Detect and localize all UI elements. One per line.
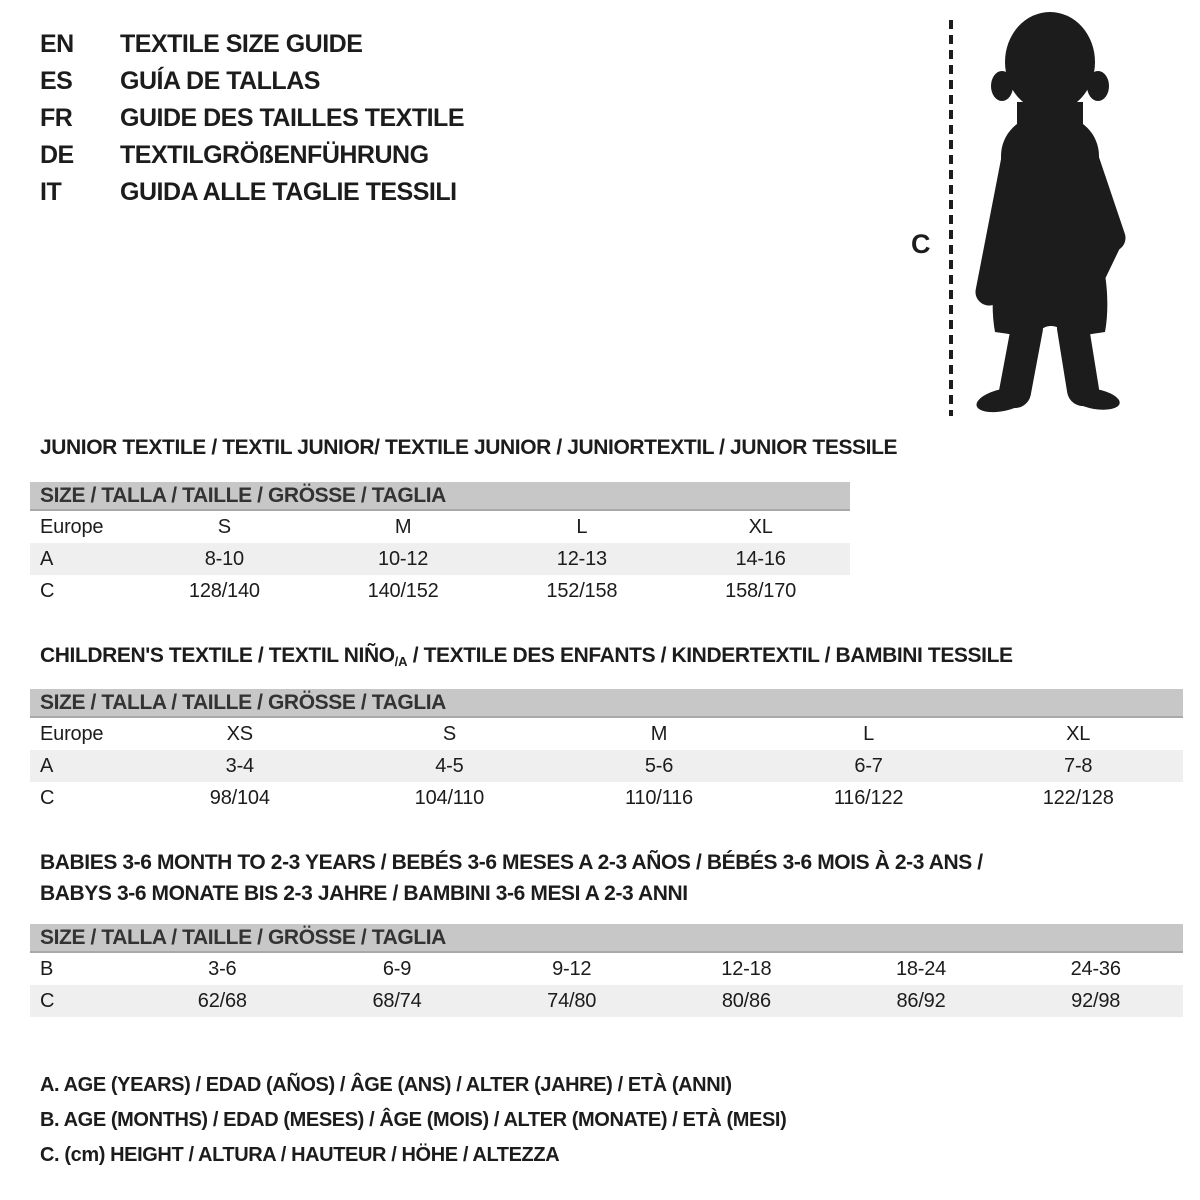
row-label: Europe [40, 515, 104, 538]
junior-size-table [30, 482, 850, 607]
babies-height-row [30, 985, 1183, 1017]
col-header: L [576, 515, 588, 538]
table-cell: 74/80 [547, 989, 597, 1012]
table-cell: 3-4 [225, 754, 254, 777]
legend-line-b: B. AGE (MONTHS) / EDAD (MESES) / ÂGE (MOIS) / ALTER (MONATE) / ETÀ (MESI) [40, 1109, 787, 1131]
language-code: EN [40, 30, 74, 58]
table-cell: 68/74 [372, 989, 422, 1012]
babies-size-header-bar: SIZE / TALLA / TAILLE / GRÖSSE / TAGLIA [30, 924, 1183, 953]
children-title-prefix: CHILDREN'S TEXTILE / TEXTIL NIÑO [40, 644, 395, 667]
table-cell: 92/98 [1071, 989, 1121, 1012]
col-header: M [394, 515, 412, 538]
table-cell: 6-7 [854, 754, 883, 777]
junior-columns-row [30, 511, 850, 543]
babies-title-line1: BABIES 3-6 MONTH TO 2-3 YEARS / BEBÉS 3-6 MESES A 2-3 AÑOS / BÉBÉS 3-6 MOIS À 2-3 ANS / [40, 851, 983, 874]
row-label: C [40, 786, 55, 809]
language-guide-block [40, 26, 464, 211]
children-size-table [30, 689, 1183, 814]
language-code: DE [40, 141, 74, 169]
language-code: ES [40, 67, 73, 95]
language-code: FR [40, 104, 73, 132]
guide-title-de: TEXTILGRÖßENFÜHRUNG [120, 141, 429, 169]
table-cell: 128/140 [188, 579, 260, 602]
row-label: A [40, 754, 54, 777]
language-row [40, 63, 464, 100]
col-header: S [442, 722, 456, 745]
table-cell: 5-6 [644, 754, 674, 777]
language-row [40, 174, 464, 211]
toddler-silhouette-figure [895, 8, 1140, 420]
row-label: A [40, 547, 54, 570]
table-cell: 104/110 [414, 786, 485, 809]
junior-size-header-bar: SIZE / TALLA / TAILLE / GRÖSSE / TAGLIA [30, 482, 850, 511]
junior-age-row [30, 543, 850, 575]
table-cell: 158/170 [725, 579, 797, 602]
table-cell: 14-16 [735, 547, 786, 570]
junior-section-title: JUNIOR TEXTILE / TEXTIL JUNIOR/ TEXTILE JUNIOR / JUNIORTEXTIL / JUNIOR TESSILE [40, 436, 898, 459]
table-cell: 8-10 [204, 547, 244, 570]
row-label: Europe [40, 722, 104, 745]
babies-section-title [40, 847, 983, 909]
language-row [40, 100, 464, 137]
row-label: C [40, 579, 55, 602]
col-header: XL [1066, 722, 1091, 745]
table-cell: 152/158 [546, 579, 618, 602]
table-cell: 110/116 [625, 786, 693, 809]
table-cell: 4-5 [435, 754, 464, 777]
col-header: XS [226, 722, 253, 745]
children-columns-row [30, 718, 1183, 750]
table-cell: 122/128 [1042, 786, 1114, 809]
col-header: M [650, 722, 668, 745]
table-cell: 140/152 [367, 579, 439, 602]
language-row [40, 26, 464, 63]
babies-months-row [30, 953, 1183, 985]
col-header: S [217, 515, 231, 538]
language-row [40, 137, 464, 174]
legend-line-c: C. (cm) HEIGHT / ALTURA / HAUTEUR / HÖHE / ALTEZZA [40, 1144, 560, 1166]
guide-title-es: GUÍA DE TALLAS [120, 67, 320, 95]
table-cell: 12-13 [556, 547, 607, 570]
guide-title-fr: GUIDE DES TAILLES TEXTILE [120, 104, 465, 132]
row-label: C [40, 989, 55, 1012]
children-section-title [40, 644, 1013, 669]
table-cell: 3-6 [208, 957, 237, 980]
guide-title-en: TEXTILE SIZE GUIDE [120, 30, 363, 58]
children-title-subscript: /A [394, 654, 408, 669]
table-cell: 62/68 [197, 989, 247, 1012]
table-cell: 98/104 [209, 786, 270, 809]
guide-title-it: GUIDA ALLE TAGLIE TESSILI [120, 178, 457, 206]
children-height-row [30, 782, 1183, 814]
children-title-suffix: / TEXTILE DES ENFANTS / KINDERTEXTIL / BAMBINI TESSILE [407, 644, 1013, 667]
toddler-silhouette [974, 12, 1121, 416]
children-age-row [30, 750, 1183, 782]
table-cell: 18-24 [895, 957, 947, 980]
table-cell: 80/86 [721, 989, 771, 1012]
col-header: XL [748, 515, 773, 538]
table-cell: 24-36 [1070, 957, 1121, 980]
language-code: IT [40, 178, 62, 206]
babies-size-table [30, 924, 1183, 1017]
babies-title-line2: BABYS 3-6 MONATE BIS 2-3 JAHRE / BAMBINI 3-6 MESI A 2-3 ANNI [40, 882, 688, 905]
table-cell: 6-9 [382, 957, 412, 980]
junior-height-row [30, 575, 850, 607]
legend-block [40, 1068, 786, 1173]
table-cell: 12-18 [721, 957, 772, 980]
table-cell: 10-12 [378, 547, 429, 570]
table-cell: 116/122 [833, 786, 904, 809]
table-cell: 7-8 [1064, 754, 1093, 777]
table-cell: 86/92 [896, 989, 946, 1012]
row-label: B [40, 957, 54, 980]
legend-line-a: A. AGE (YEARS) / EDAD (AÑOS) / ÂGE (ANS) / ALTER (JAHRE) / ETÀ (ANNI) [40, 1074, 732, 1096]
height-marker-label: C [911, 229, 931, 259]
table-cell: 9-12 [552, 957, 592, 980]
col-header: L [863, 722, 875, 745]
children-size-header-bar: SIZE / TALLA / TAILLE / GRÖSSE / TAGLIA [30, 689, 1183, 718]
